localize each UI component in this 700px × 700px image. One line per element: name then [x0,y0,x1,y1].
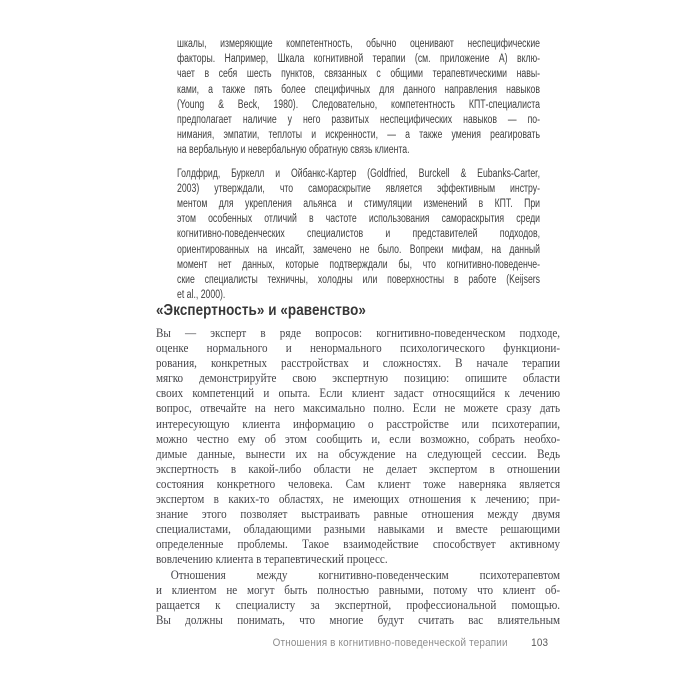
text-line: рования, конкретных расстройствах и сложностях. В начале терапии [156,356,561,371]
text-line: 2003) утверждали, что самораскрытие является эффективным инстру- [177,182,541,195]
text-line: и клиентом не могут быть полностью равными, потому что клиент об- [156,582,561,597]
text-line: чает в себя шесть пунктов, связанных с общими терапевтическими навы- [177,68,541,81]
excerpt-paragraph-1 [177,37,540,159]
text-line: Отношения между когнитивно-поведенческим психотерапевтом [170,567,561,582]
running-footer [272,637,548,649]
body-paragraph-2 [156,568,560,628]
text-line: этом особенных отличий в частоте использования самораскрытия среди [177,213,541,226]
text-line: ками, а также пять более специфичных для данного направления навыков [177,83,541,96]
page-number: 103 [530,637,548,649]
text-line: определенные проблемы. Такое взаимодействие способствует активному [156,537,561,552]
text-line: факторы. Например, Шкала когнитивной терапии (см. приложение А) вклю- [177,53,541,66]
text-line: своих компетенций и опыта. Если клиент задаст относящийся к лечению [156,386,561,401]
text-line: (Young & Beck, 1980). Следовательно, компетентность КПТ-специалиста [177,98,541,111]
body-text-block [156,326,560,628]
text-line: Вы — эксперт в ряде вопросов: когнитивно-поведенческом подходе, [156,326,561,340]
text-line: интересующую клиента информацию о расстройстве или психотерапии, [156,416,561,431]
text-line: мягко демонстрируйте свою экспертную позицию: опишите области [156,371,561,386]
text-line: вовлечению клиента в терапевтический процесс. [156,552,388,567]
excerpt-paragraph-2 [177,167,540,304]
text-line: ментом для укрепления альянса и стимуляции изменений в КПТ. При [177,198,541,211]
text-line: на вербальную и невербальную обратную связь клиента. [177,144,410,157]
text-line: предполагает наличие у него развитых неспецифических навыков — по- [177,114,541,127]
text-line: специалистами, обладающими разными навыками и вместе решающими [156,522,561,537]
text-line: димые данные, вынести их на обсуждение на следующей сессии. Ведь [156,446,561,461]
text-line: Голдфрид, Буркелл и Ойбанкс-Картер (Goldfried, Burckell & Eubanks-Carter, [177,167,541,180]
text-line: экспертом в каких-то областях, не имеющих отношения к лечению; при- [156,492,561,507]
text-line: оценке нормального и ненормального психологического функциони- [156,341,561,356]
text-line: ориентированных на инсайт, замечено не было. Вопреки мифам, на данный [177,243,541,256]
section-heading: «Экспертность» и «равенство» [156,302,366,319]
text-line: можно честно ему об этом сообщить и, если возможно, собрать необхо- [156,431,561,446]
text-line: et al., 2000). [177,289,226,302]
text-line: знание этого позволяет выстраивать равные отношения между двумя [156,507,561,522]
text-line: шкалы, измеряющие компетентность, обычно оценивают неспецифические [177,38,541,50]
footer-chapter-title: Отношения в когнитивно-поведенческой терапии [272,637,508,649]
text-line: Вы должны понимать, что многие будут считать вас влиятельным [156,612,561,627]
text-line: ские специалисты техничны, холодны или поверхностны в работе (Keijsers [177,274,541,287]
text-line: нимания, эмпатии, теплоты и искренности, — а также умения реагировать [177,129,541,142]
text-line: экспертность в какой-либо области не делает экспертом в отношении [156,461,561,476]
text-line: состояния конкретного человека. Сам клиент тоже наверняка является [156,476,561,491]
text-line: момент нет данных, которые подтверждали бы, что когнитивно-поведенче- [177,258,541,271]
text-line: ращается к специалисту за экспертной, профессиональной помощью. [156,597,561,612]
body-paragraph-1 [156,326,560,568]
excerpt-block [177,37,540,303]
text-line: когнитивно-поведенческих специалистов и представителей подходов, [177,228,541,241]
text-line: вопрос, отвечайте на него максимально полно. Если не можете сразу дать [156,401,561,416]
